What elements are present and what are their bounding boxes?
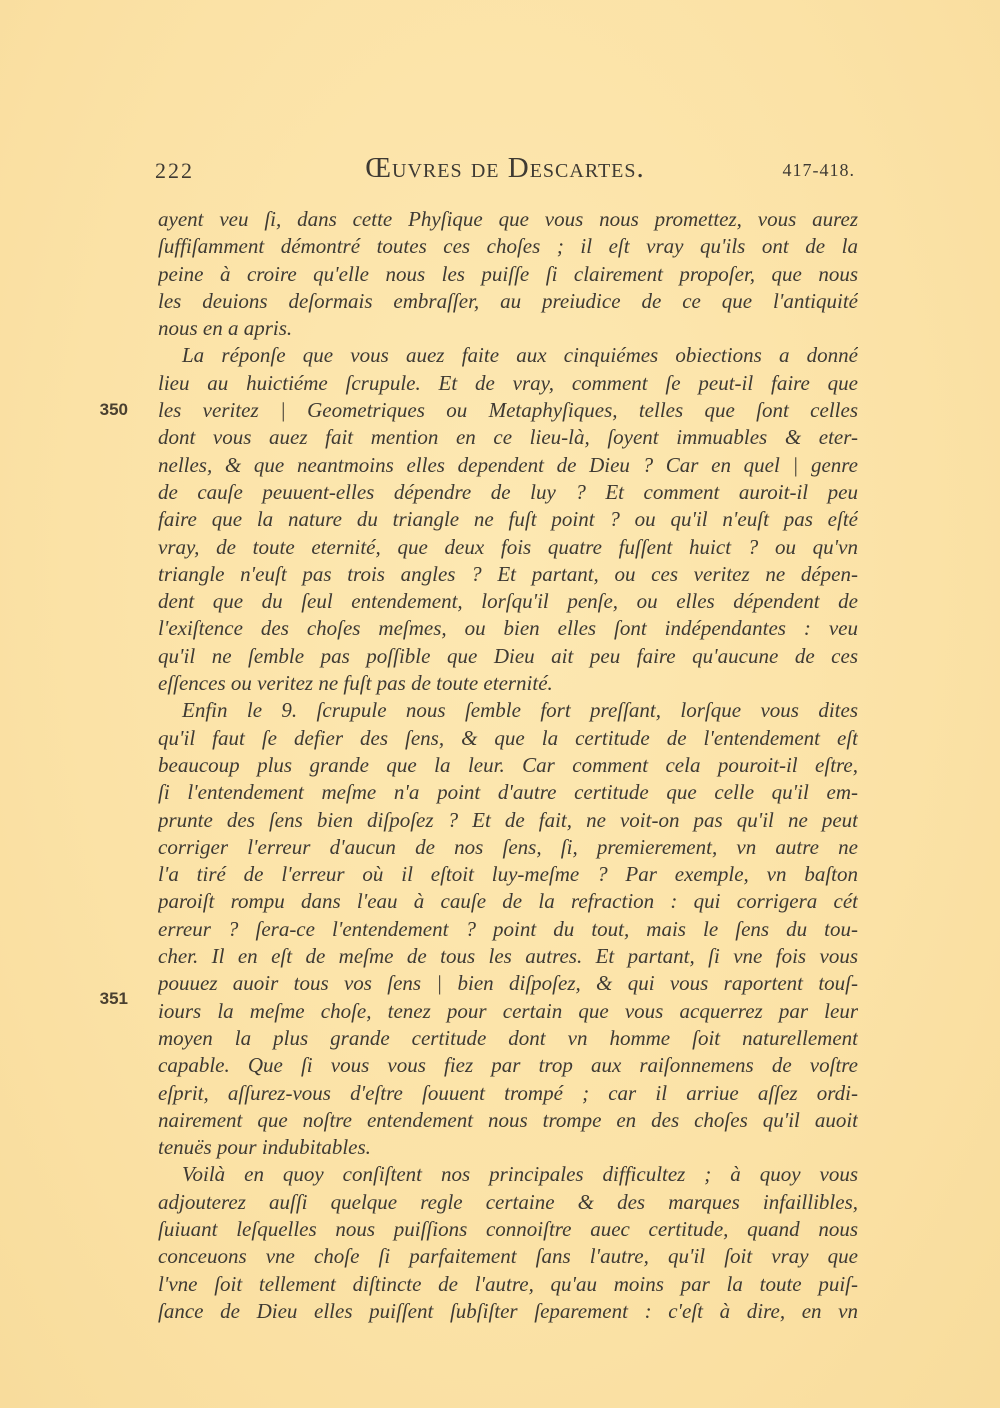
text-line: pouuez auoir tous vos ſens | bien diſpoſez, & qui vous raportent touſ- xyxy=(158,971,858,996)
text-line: de cauſe peuuent-elles dépendre de luy ? Et comment auroit-il peu xyxy=(158,479,858,504)
text-line: faire que la nature du triangle ne fuſt point ? ou qu'il n'euſt pas eſté xyxy=(158,507,858,532)
text-line: l'vne ſoit tellement diſtincte de l'autre, qu'au moins par la toute puiſ- xyxy=(158,1271,858,1296)
text-line: adjouterez auſſi quelque regle certaine & des marques infaillibles, xyxy=(158,1189,858,1214)
text-line: nous en a apris. xyxy=(158,316,293,341)
text-line: peine à croire qu'elle nous les puiſſe ſi clairement propoſer, que nous xyxy=(158,261,858,286)
text-line: eſſences ou veritez ne fuſt pas de toute eternité. xyxy=(158,671,553,696)
text-line: qu'il faut ſe defier des ſens, & que la certitude de l'entendement eſt xyxy=(158,725,858,750)
text-line: les deuions deſormais embraſſer, au preiudice de ce que l'antiquité xyxy=(158,288,858,313)
page-header xyxy=(155,152,855,192)
page-reference: 417-418. xyxy=(782,160,855,180)
text-line: capable. Que ſi vous vous fiez par trop aux raiſonnemens de voſtre xyxy=(158,1053,858,1078)
text-line: dont vous auez fait mention en ce lieu-là, ſoyent immuables & eter- xyxy=(158,425,858,450)
text-line: triangle n'euſt pas trois angles ? Et partant, ou ces veritez ne dépen- xyxy=(158,561,858,586)
text-line: cher. Il en eſt de meſme de tous les autres. Et partant, ſi vne fois vous xyxy=(158,944,858,969)
text-line: nairement que noſtre entendement nous trompe en des choſes qu'il auoit xyxy=(158,1107,858,1132)
text-line: paroiſt rompu dans l'eau à cauſe de la refraction : qui corrigera cét xyxy=(158,889,858,914)
text-line: ſuiuant leſquelles nous puiſſions connoiſtre auec certitude, quand nous xyxy=(158,1216,858,1241)
text-line: prunte des ſens bien diſpoſez ? Et de fait, ne voit-on pas qu'il ne peut xyxy=(158,807,858,832)
running-title: Œuvres de Descartes. xyxy=(365,152,645,184)
text-line: erreur ? ſera-ce l'entendement ? point du tout, mais le ſens du tou- xyxy=(158,916,858,941)
text-line: moyen la plus grande certitude dont vn homme ſoit naturellement xyxy=(158,1025,858,1050)
text-line: l'exiſtence des choſes meſmes, ou bien elles ſont indépendantes : veu xyxy=(158,616,858,641)
text-line: Voilà en quoy conſiſtent nos principales difficultez ; à quoy vous xyxy=(182,1162,858,1187)
text-line: dent que du ſeul entendement, lorſqu'il penſe, ou elles dépendent de xyxy=(158,589,858,614)
text-line: nelles, & que neantmoins elles dependent de Dieu ? Car en quel | genre xyxy=(158,452,858,477)
page-number: 222 xyxy=(155,158,194,183)
margin-number-351: 351 xyxy=(99,989,128,1008)
text-line: beaucoup plus grande que la leur. Car comment cela pouroit-il eſtre, xyxy=(158,752,858,777)
text-line: les veritez | Geometriques ou Metaphyſiques, telles que ſont celles xyxy=(158,398,858,423)
text-line: conceuons vne choſe ſi parfaitement ſans l'autre, qu'il ſoit vray que xyxy=(158,1244,858,1269)
text-line: lieu au huictiéme ſcrupule. Et de vray, comment ſe peut-il faire que xyxy=(158,370,858,395)
text-line: La réponſe que vous auez faite aux cinquiémes obiections a donné xyxy=(182,343,858,368)
text-line: ayent veu ſi, dans cette Phyſique que vous nous promettez, vous aurez xyxy=(158,207,858,231)
text-line: corriger l'erreur d'aucun de nos ſens, ſi, premierement, vn autre ne xyxy=(158,834,858,859)
text-line: eſprit, aſſurez-vous d'eſtre ſouuent trompé ; car il arriue aſſez ordi- xyxy=(158,1080,858,1105)
text-line: qu'il ne ſemble pas poſſible que Dieu ait peu faire qu'aucune de ces xyxy=(158,643,858,668)
text-body xyxy=(99,206,858,1325)
text-line: ſuffiſamment démontré toutes ces choſes ; il eſt vray qu'ils ont de la xyxy=(158,234,858,259)
text-line: iours la meſme choſe, tenez pour certain que vous acquerrez par leur xyxy=(158,998,858,1023)
text-line: vray, de toute eternité, que deux fois quatre fuſſent huict ? ou qu'vn xyxy=(158,534,858,559)
text-line: l'a tiré de l'erreur où il eſtoit luy-meſme ? Par exemple, vn baſton xyxy=(158,862,858,887)
text-line: ſance de Dieu elles puiſſent ſubſiſter ſeparement : c'eſt à dire, en vn xyxy=(158,1298,858,1323)
margin-number-350: 350 xyxy=(99,400,128,419)
text-line: tenuës pour indubitables. xyxy=(158,1135,371,1160)
text-line: ſi l'entendement meſme n'a point d'autre certitude que celle qu'il em- xyxy=(158,780,858,805)
text-line: Enfin le 9. ſcrupule nous ſemble fort preſſant, lorſque vous dites xyxy=(182,698,858,723)
